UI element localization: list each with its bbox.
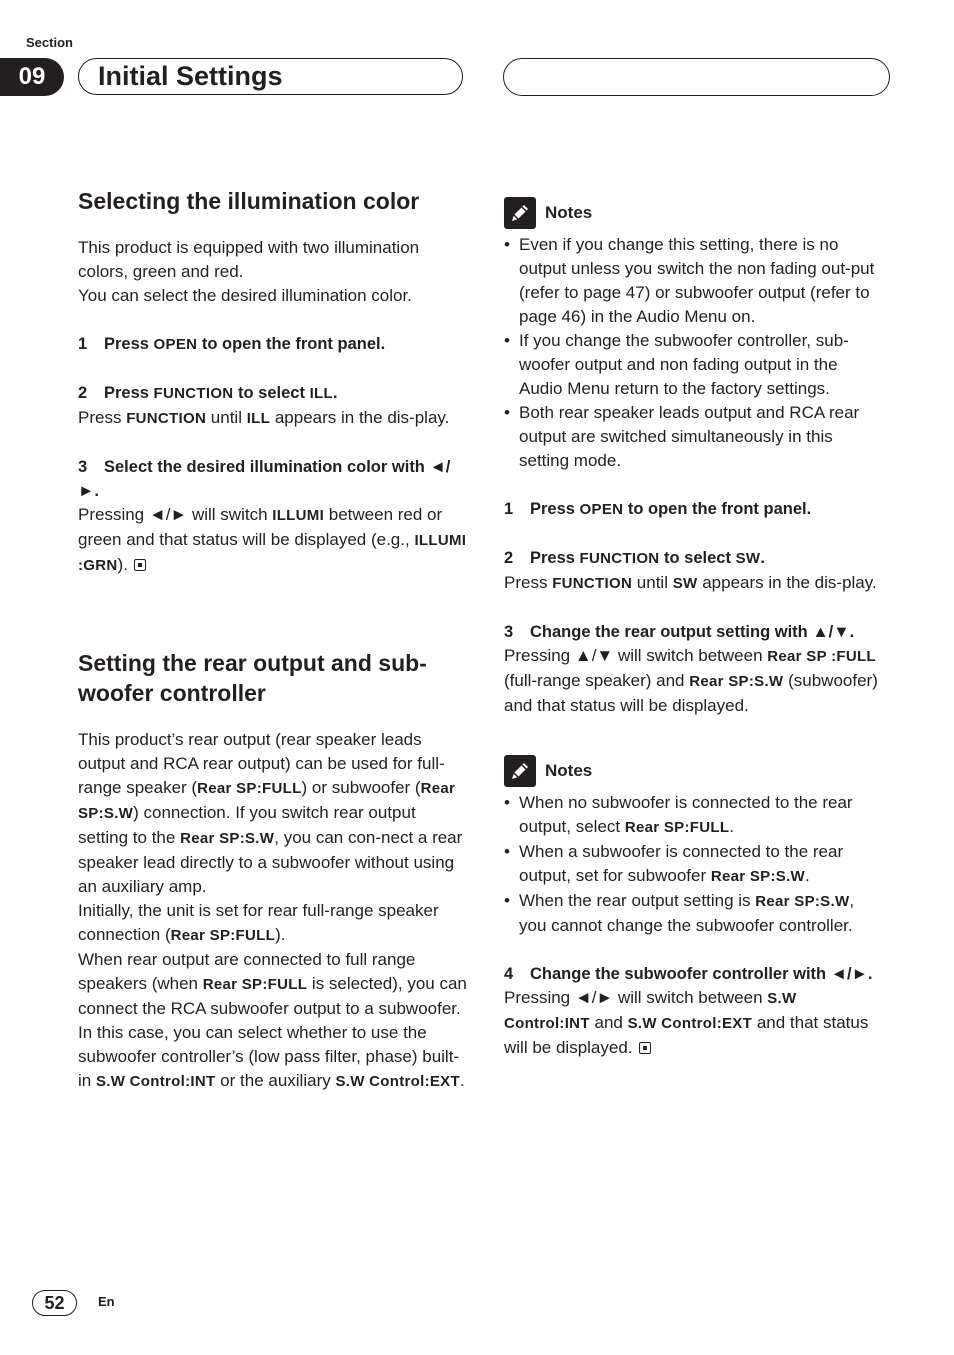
illumination-intro-2: You can select the desired illumination color. — [78, 286, 412, 305]
pencil-icon — [504, 755, 536, 787]
notes-title-1: Notes — [545, 203, 593, 222]
rear-para-1: This product’s rear output (rear speaker leads output and RCA rear output) can be used for full-range speaker (Rear SP:FULL) or subwoofer (Rear SP:S.W) connection. If you switch rear output setting to the Rear SP:S.W, you can con-nect a rear speaker lead directly to a subwoofer without using an auxiliary amp. — [78, 730, 463, 896]
subwoofer-step-4-body: Pressing ◄/► will switch between S.W Control:INT and S.W Control:EXT and that status will be displayed. — [504, 988, 869, 1057]
page-number: 52 — [32, 1290, 77, 1316]
list-item: • When a subwoofer is connected to the rear output, set for subwoofer Rear SP:S.W. — [504, 840, 884, 889]
heading-illumination: Selecting the illumination color — [78, 188, 420, 214]
list-item: • Even if you change this setting, there is no output unless you switch the non fading out-put (refer to page 47) or subwoofer output (refer to page 46) in the Audio Menu on. — [504, 233, 884, 329]
rear-step-2: 2 Press FUNCTION to select SW. — [504, 549, 765, 567]
section-number-badge: 09 — [0, 58, 64, 96]
subwoofer-step-4: 4 Change the subwoofer controller with ◄/►. — [504, 965, 873, 983]
rear-para-3: When rear output are connected to full range speakers (when Rear SP:FULL is selected), you can connect the RCA subwoofer output to a subwoofer. In this case, you can select whether to use the subwoofer controller’s (low pass filter, phase) built-in S.W Control:INT or the auxiliary S.W Control:EXT. — [78, 950, 467, 1090]
header-right-frame — [503, 58, 890, 96]
rear-step-1: 1 Press OPEN to open the front panel. — [504, 500, 812, 518]
illum-step-2: 2 Press FUNCTION to select ILL. — [78, 384, 338, 402]
illum-step-1: 1 Press OPEN to open the front panel. — [78, 335, 386, 353]
list-item: • Both rear speaker leads output and RCA rear output are switched simultaneously in this setting mode. — [504, 401, 884, 473]
notes-list-1 — [504, 233, 884, 473]
rear-step-3-body: Pressing ▲/▼ will switch between Rear SP :FULL (full-range speaker) and Rear SP:S.W (subwoofer) and that status will be displayed. — [504, 646, 878, 715]
rear-step-2-body: Press FUNCTION until SW appears in the dis-play. — [504, 573, 877, 592]
illumination-intro-1: This product is equipped with two illumination colors, green and red. — [78, 238, 420, 281]
list-item: • If you change the subwoofer controller, sub-woofer output and non fading output in the Audio Menu return to the factory settings. — [504, 329, 884, 401]
heading-rear-output: Setting the rear output and sub-woofer controller — [78, 650, 427, 706]
page-title: Initial Settings — [98, 61, 283, 91]
right-column — [504, 196, 884, 1060]
illum-step-3: 3 Select the desired illumination color with ◄/►. — [78, 458, 451, 500]
list-item: • When the rear output setting is Rear SP:S.W, you cannot change the subwoofer controller. — [504, 889, 884, 938]
illum-step-2-body: Press FUNCTION until ILL appears in the dis-play. — [78, 408, 450, 427]
notes-header-1 — [504, 196, 884, 230]
rear-para-2: Initially, the unit is set for rear full-range speaker connection (Rear SP:FULL). — [78, 901, 439, 944]
notes-list-2 — [504, 791, 884, 938]
end-mark-icon — [134, 559, 146, 571]
notes-header-2 — [504, 754, 884, 788]
left-column — [78, 186, 470, 1094]
notes-title-2: Notes — [545, 761, 593, 780]
section-label: Section — [26, 35, 73, 50]
list-item: • When no subwoofer is connected to the rear output, select Rear SP:FULL. — [504, 791, 884, 840]
end-mark-icon — [639, 1042, 651, 1054]
rear-step-3: 3 Change the rear output setting with ▲/▼. — [504, 623, 855, 641]
pencil-icon — [504, 197, 536, 229]
illum-step-3-body: Pressing ◄/► will switch ILLUMI between red or green and that status will be displayed (e.g., ILLUMI :GRN). — [78, 505, 467, 574]
language-label: En — [98, 1294, 115, 1309]
